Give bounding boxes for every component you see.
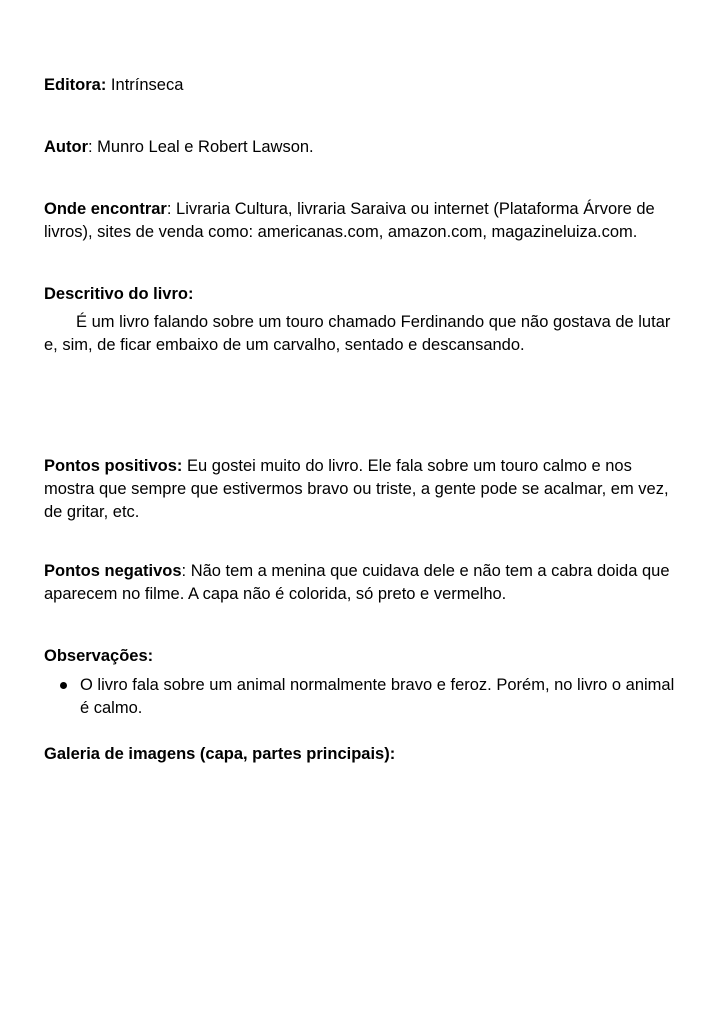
editora-label: Editora: (44, 76, 107, 94)
editora-line (44, 74, 684, 97)
pontos-positivos-paragraph (44, 455, 684, 524)
pontos-negativos-paragraph (44, 560, 684, 606)
autor-label: Autor (44, 138, 88, 156)
pontos-negativos-value: : Não tem a menina que cuidava dele e não tem a cabra doida que aparecem no filme. A capa não é colorida, só preto e vermelho. (44, 562, 670, 603)
bullet-icon (60, 682, 67, 689)
autor-line (44, 136, 684, 159)
pontos-negativos-label: Pontos negativos (44, 562, 182, 580)
observacoes-list-item (60, 674, 680, 720)
onde-encontrar-label: Onde encontrar (44, 200, 167, 218)
observacoes-heading: Observações: (44, 647, 154, 665)
autor-value: : Munro Leal e Robert Lawson. (88, 138, 314, 156)
editora-value: Intrínseca (106, 76, 184, 94)
galeria-heading: Galeria de imagens (capa, partes principais): (44, 745, 396, 763)
descritivo-paragraph: É um livro falando sobre um touro chamado Ferdinando que não gostava de lutar e, sim, de ficar embaixo de um carvalho, sentado e descansando. (44, 313, 671, 354)
pontos-positivos-value: Eu gostei muito do livro. Ele fala sobre um touro calmo e nos mostra que sempre que estivermos bravo ou triste, a gente pode se acalmar, em vez, de gritar, etc. (44, 457, 669, 521)
onde-encontrar-value: : Livraria Cultura, livraria Saraiva ou internet (Plataforma Árvore de livros), sites de venda como: americanas.com, amazon.com, magazineluiza.com. (44, 200, 655, 241)
observacoes-item-text: O livro fala sobre um animal normalmente bravo e feroz. Porém, no livro o animal é calmo. (80, 676, 675, 717)
pontos-positivos-label: Pontos positivos: (44, 457, 183, 475)
descritivo-heading: Descritivo do livro: (44, 285, 194, 303)
onde-encontrar-paragraph (44, 198, 684, 244)
